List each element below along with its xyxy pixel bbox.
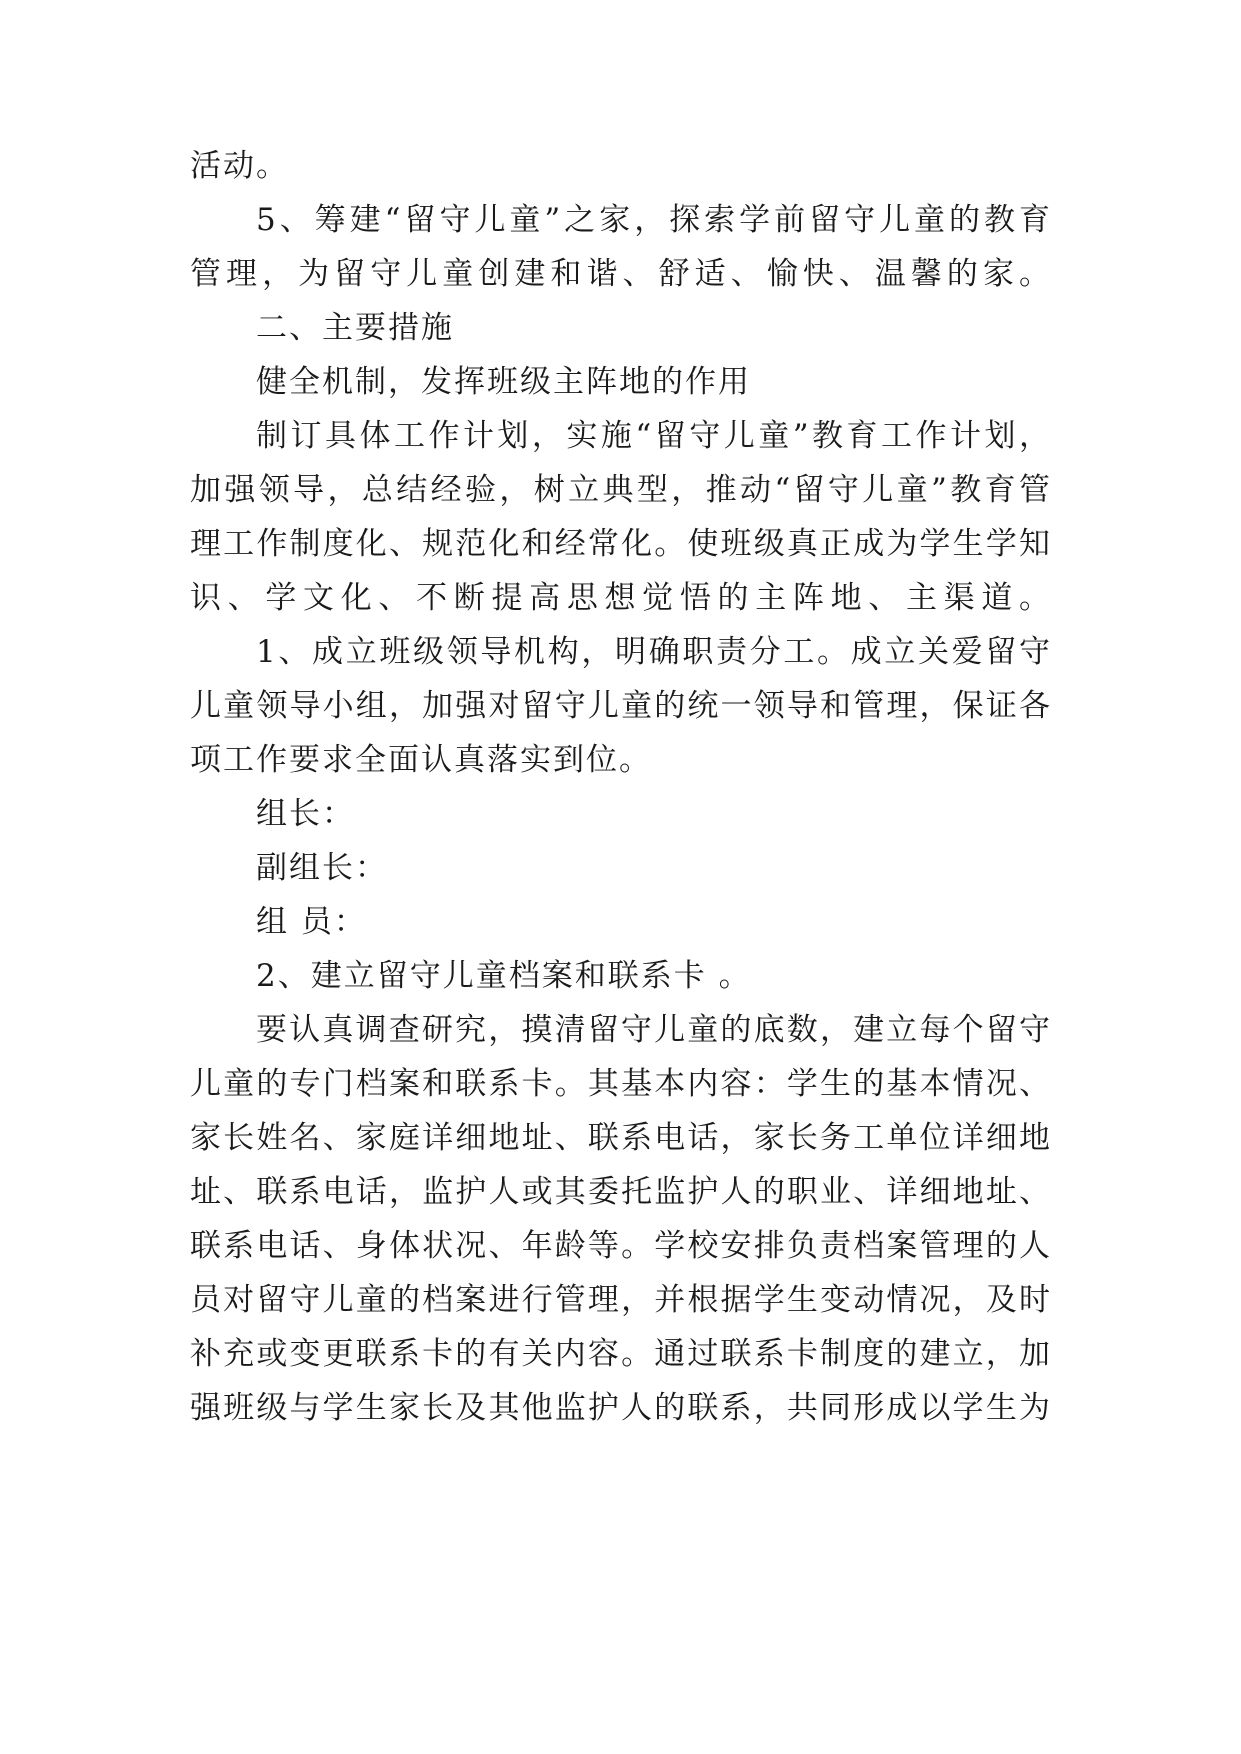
- group-leader-label: 组长：: [256, 796, 355, 832]
- text-line-17: 要认真调查研究，摸清留守儿童的底数，建立每个留守: [256, 1012, 1050, 1048]
- text-line-1: 活动。: [190, 148, 289, 184]
- text-line-16: 2、建立留守儿童档案和联系卡 。: [256, 958, 752, 994]
- text-line-6: 制订具体工作计划，实施“留守儿童”教育工作计划，: [256, 418, 1050, 454]
- section-heading: 二、主要措施: [256, 310, 454, 346]
- text-line-21: 联系电话、身体状况、年龄等。学校安排负责档案管理的人: [190, 1228, 1050, 1264]
- text-line-19: 家长姓名、家庭详细地址、联系电话，家长务工单位详细地: [190, 1120, 1050, 1156]
- text-line-22: 员对留守儿童的档案进行管理，并根据学生变动情况，及时: [190, 1282, 1050, 1318]
- text-line-10: 1、成立班级领导机构，明确职责分工。成立关爱留守: [256, 634, 1050, 670]
- text-line-2: 5、筹建“留守儿童”之家，探索学前留守儿童的教育: [256, 202, 1050, 238]
- text-line-9: 识、学文化、不断提高思想觉悟的主阵地、主渠道。: [190, 580, 1050, 616]
- text-line-8: 理工作制度化、规范化和经常化。使班级真正成为学生学知: [190, 526, 1050, 562]
- text-line-18: 儿童的专门档案和联系卡。其基本内容：学生的基本情况、: [190, 1066, 1050, 1102]
- text-line-12: 项工作要求全面认真落实到位。: [190, 742, 652, 778]
- text-line-24: 强班级与学生家长及其他监护人的联系，共同形成以学生为: [190, 1390, 1050, 1426]
- subsection-heading: 健全机制，发挥班级主阵地的作用: [256, 364, 751, 400]
- text-line-23: 补充或变更联系卡的有关内容。通过联系卡制度的建立，加: [190, 1336, 1050, 1372]
- text-line-7: 加强领导，总结经验，树立典型，推动“留守儿童”教育管: [190, 472, 1050, 508]
- text-line-3: 管理，为留守儿童创建和谐、舒适、愉快、温馨的家。: [190, 256, 1050, 292]
- text-line-11: 儿童领导小组，加强对留守儿童的统一领导和管理，保证各: [190, 688, 1050, 724]
- group-member-label: 组 员：: [256, 904, 367, 940]
- deputy-leader-label: 副组长：: [256, 850, 388, 886]
- text-line-20: 址、联系电话，监护人或其委托监护人的职业、详细地址、: [190, 1174, 1050, 1210]
